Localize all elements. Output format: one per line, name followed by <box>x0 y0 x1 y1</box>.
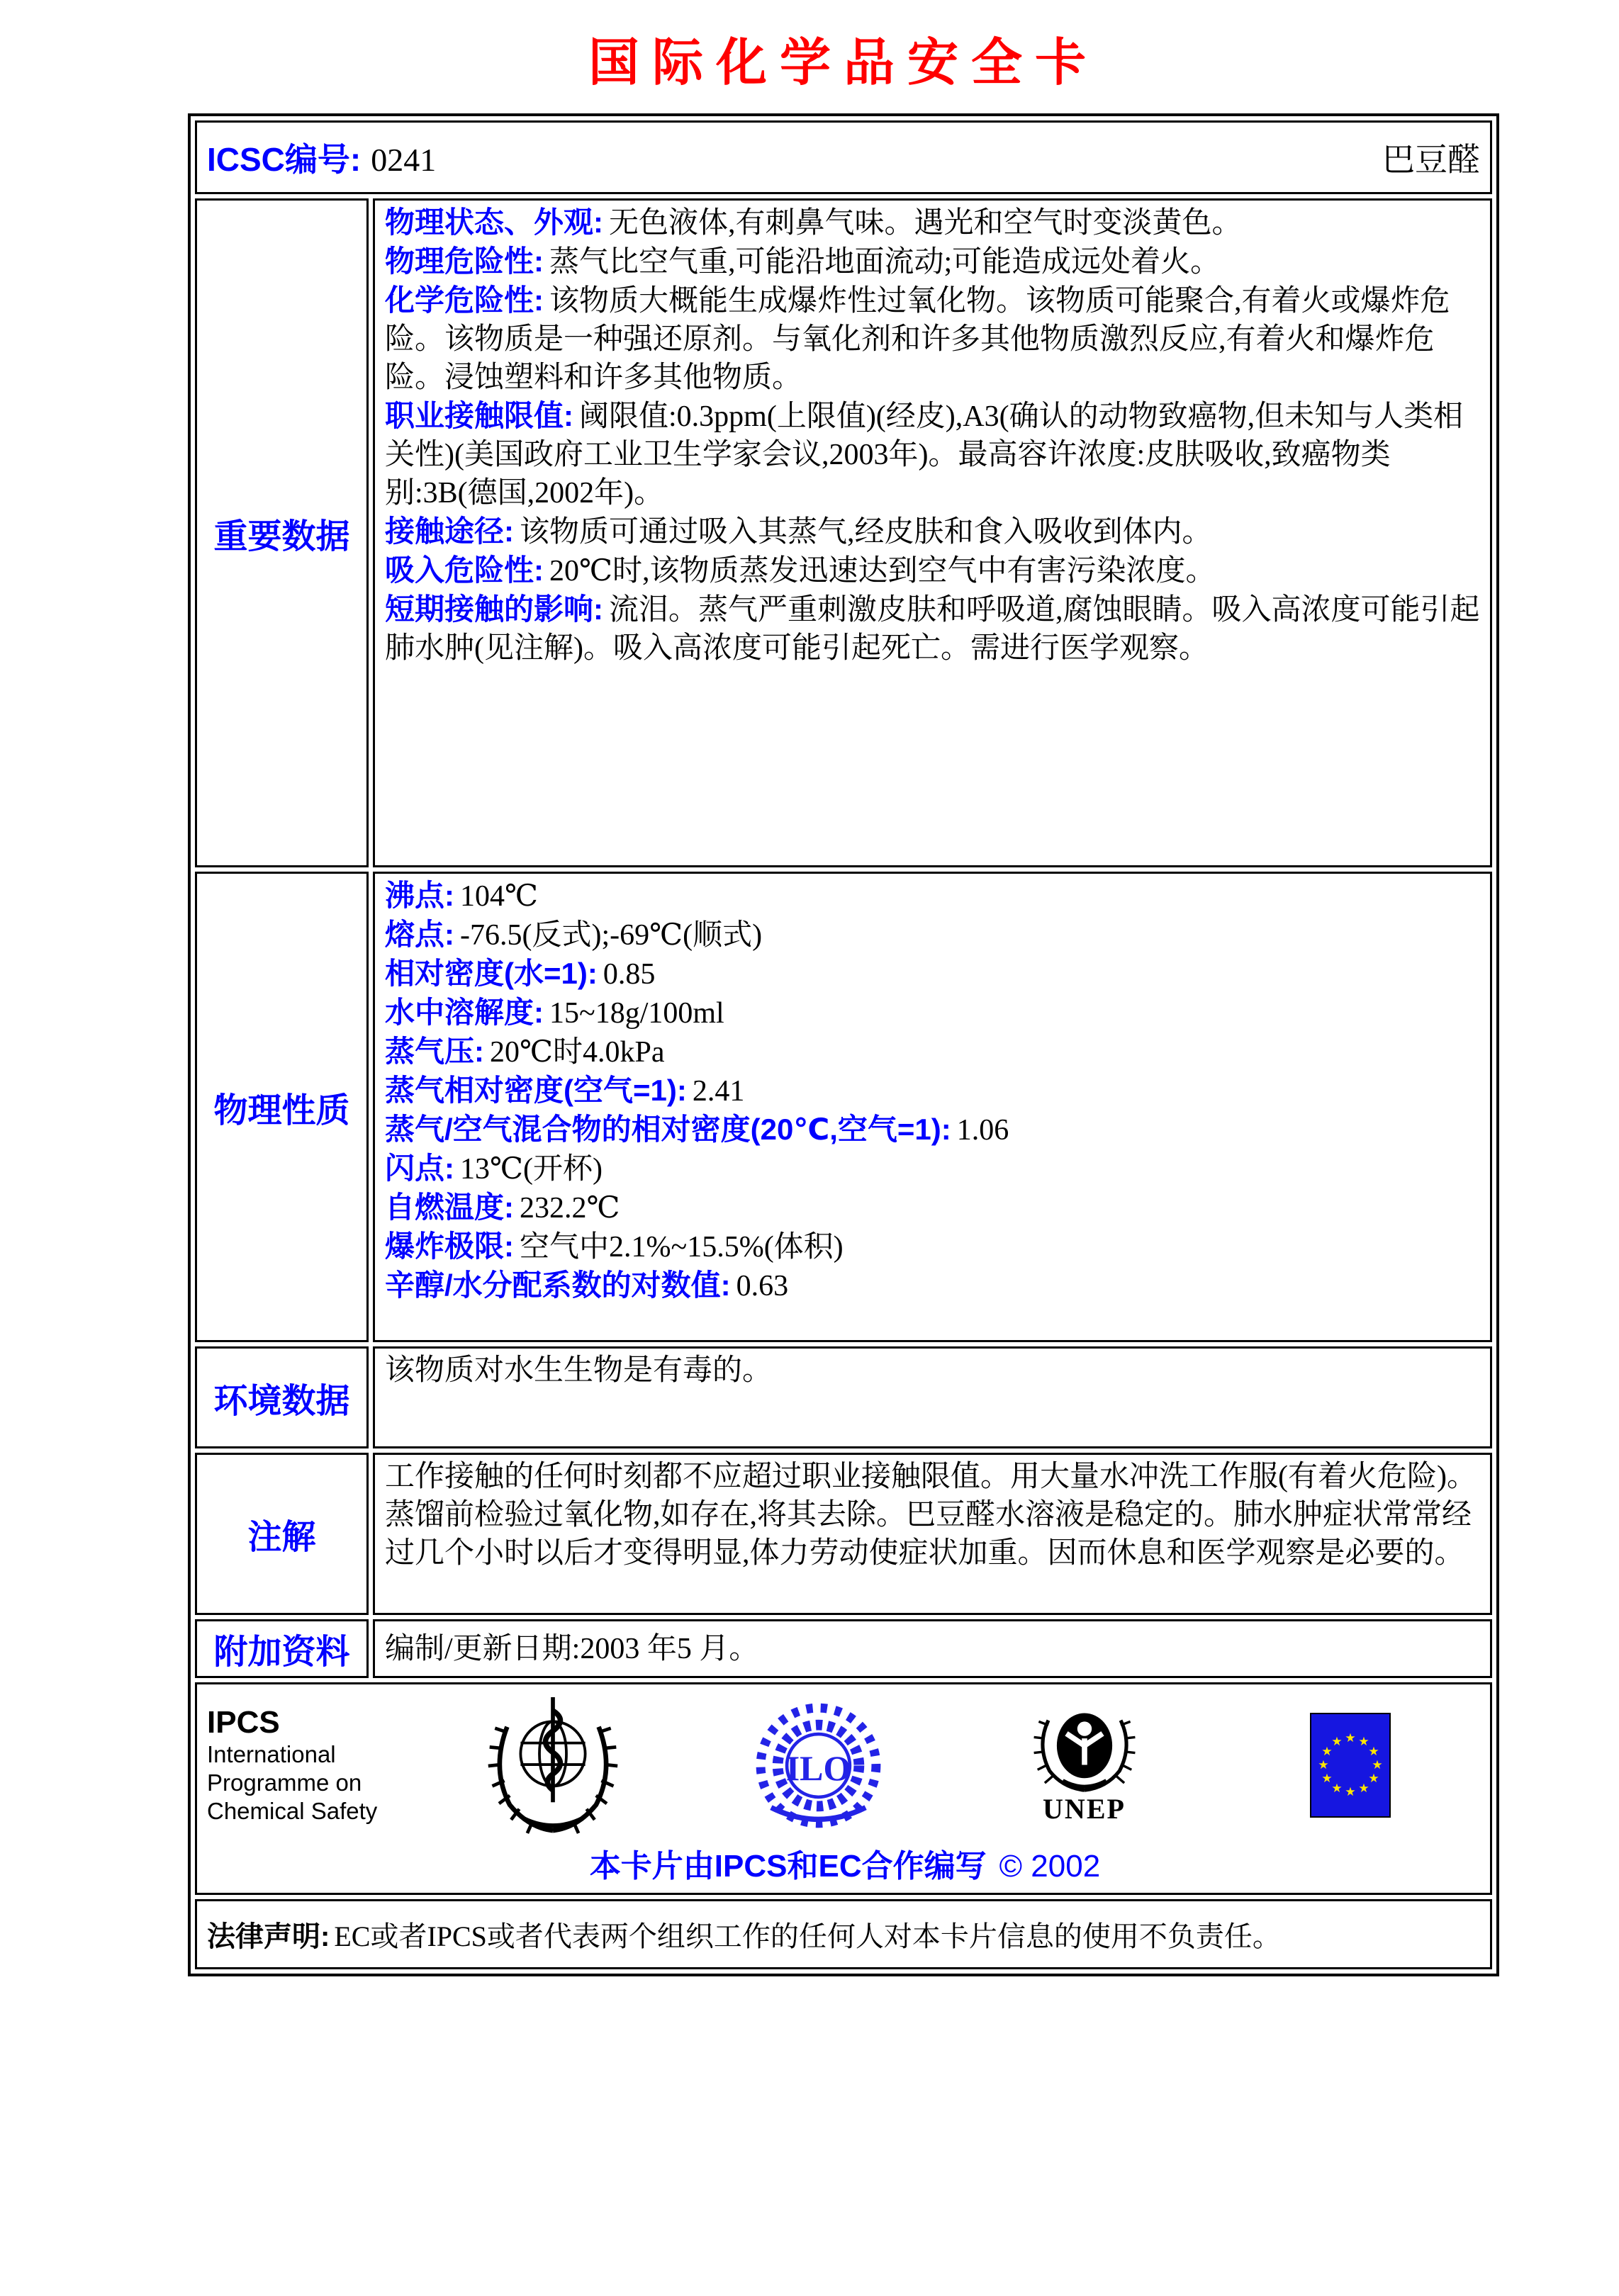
notes-label: 注解 <box>247 1519 316 1556</box>
environment-data-label: 环境数据 <box>213 1382 350 1420</box>
important-data-row <box>195 198 1492 867</box>
kv-value: 该物质大概能生成爆炸性过氧化物。该物质可能聚合,有着火或爆炸危险。该物质是一种强还原剂。与氧化剂和许多其他物质激烈反应,有着火和爆炸危险。浸蚀塑料和许多其他物质。 <box>385 285 1450 394</box>
kv-item <box>385 1227 1480 1266</box>
legal-cell <box>195 1899 1492 1969</box>
environment-text: 该物质对水生生物是有毒的。 <box>385 1354 773 1387</box>
kv-value: 0.63 <box>736 1270 789 1302</box>
section-label-cell <box>195 1619 369 1678</box>
kv-item <box>385 281 1480 397</box>
kv-key: 接触途径: <box>385 514 514 548</box>
eu-flag-icon <box>1310 1713 1391 1818</box>
kv-key: 蒸气压: <box>385 1035 484 1068</box>
kv-value: 13℃(开杯) <box>460 1153 603 1186</box>
kv-item <box>385 1149 1480 1188</box>
section-label-cell <box>195 1453 369 1615</box>
kv-value: 15~18g/100ml <box>549 997 724 1030</box>
eu-star: ★ <box>1321 1745 1333 1759</box>
kv-key: 自燃温度: <box>385 1191 514 1224</box>
kv-item <box>385 551 1480 590</box>
important-data-label: 重要数据 <box>213 517 350 556</box>
kv-key: 相对密度(水=1): <box>385 957 598 990</box>
kv-item <box>385 1032 1480 1071</box>
physical-properties-label: 物理性质 <box>213 1091 350 1130</box>
kv-item <box>385 242 1480 281</box>
ilo-logo-slot <box>685 1700 951 1831</box>
who-icon <box>486 1694 620 1836</box>
eu-flag-slot <box>1217 1713 1483 1818</box>
kv-key: 水中溶解度: <box>385 996 544 1029</box>
copyright-text: © 2002 <box>999 1849 1101 1884</box>
kv-value: 流泪。蒸气严重刺激皮肤和呼吸道,腐蚀眼睛。吸入高浓度可能引起肺水肿(见注解)。吸入高浓度可能引起死亡。需进行医学观察。 <box>385 594 1480 665</box>
icsc-document-page <box>0 21 1619 2296</box>
eu-star: ★ <box>1357 1782 1369 1796</box>
kv-key: 蒸气/空气混合物的相对密度(20℃,空气=1): <box>385 1113 951 1146</box>
ilo-monogram-text: ILO <box>785 1748 851 1788</box>
additional-info-row <box>195 1619 1492 1678</box>
kv-key: 闪点: <box>385 1152 454 1185</box>
kv-key: 吸入危险性: <box>385 553 544 587</box>
ipcs-title: IPCS <box>207 1705 280 1740</box>
section-label-cell <box>195 198 369 867</box>
legal-notice-text: EC或者IPCS或者代表两个组织工作的任何人对本卡片信息的使用不负责任。 <box>334 1920 1281 1952</box>
kv-value: 2.41 <box>692 1075 745 1108</box>
environment-data-row <box>195 1346 1492 1448</box>
eu-star: ★ <box>1344 1785 1356 1799</box>
icsc-number-label: ICSC编号: <box>207 141 362 178</box>
environment-data-content <box>373 1346 1492 1448</box>
kv-item <box>385 1110 1480 1149</box>
kv-key: 爆炸极限: <box>385 1229 514 1263</box>
section-label-cell <box>195 872 369 1342</box>
additional-info-text: 编制/更新日期:2003 年5 月。 <box>385 1632 759 1665</box>
kv-value: 无色液体,有刺鼻气味。遇光和空气时变淡黄色。 <box>609 207 1242 240</box>
ipcs-subtitle-line: International <box>207 1741 336 1767</box>
kv-value: 蒸气比空气重,可能沿地面流动;可能造成远处着火。 <box>549 246 1221 278</box>
ipcs-subtitle-line: Chemical Safety <box>207 1798 378 1824</box>
section-label-cell <box>195 1346 369 1448</box>
logos-cell <box>195 1682 1492 1895</box>
eu-star: ★ <box>1317 1758 1329 1772</box>
kv-key: 化学危险性: <box>385 283 544 317</box>
icsc-number-value: 0241 <box>371 142 437 178</box>
header-row <box>195 120 1492 194</box>
kv-item <box>385 1266 1480 1305</box>
kv-value: 232.2℃ <box>520 1192 620 1225</box>
notes-row <box>195 1453 1492 1615</box>
header-cell <box>195 120 1492 194</box>
kv-value: -76.5(反式);-69℃(顺式) <box>460 919 763 952</box>
kv-item <box>385 512 1480 551</box>
kv-item <box>385 955 1480 994</box>
kv-key: 物理危险性: <box>385 244 544 278</box>
unep-logo-text: UNEP <box>1043 1792 1126 1825</box>
eu-star: ★ <box>1371 1758 1383 1772</box>
kv-value: 20℃时4.0kPa <box>490 1036 665 1069</box>
kv-item <box>385 994 1480 1032</box>
icsc-number-group <box>207 134 436 181</box>
kv-item <box>385 1188 1480 1227</box>
ipcs-block <box>207 1705 420 1825</box>
eu-star: ★ <box>1367 1772 1379 1786</box>
eu-star: ★ <box>1331 1782 1343 1796</box>
kv-value: 0.85 <box>603 958 656 991</box>
eu-star: ★ <box>1367 1745 1379 1759</box>
ilo-icon <box>753 1700 884 1831</box>
who-logo-slot <box>420 1694 685 1836</box>
unep-icon <box>1024 1706 1145 1796</box>
legal-notice-label: 法律声明: <box>207 1921 330 1952</box>
kv-key: 熔点: <box>385 918 454 951</box>
kv-key: 辛醇/水分配系数的对数值: <box>385 1268 731 1302</box>
physical-properties-row <box>195 872 1492 1342</box>
unep-logo-slot <box>951 1706 1217 1825</box>
additional-info-label: 附加资料 <box>213 1633 350 1671</box>
eu-star: ★ <box>1331 1735 1343 1749</box>
page-title: 国际化学品安全卡 <box>588 35 1099 91</box>
logos-row <box>195 1682 1492 1895</box>
kv-key: 物理状态、外观: <box>385 206 603 239</box>
kv-item <box>385 397 1480 512</box>
kv-item <box>385 877 1480 916</box>
notes-content <box>373 1453 1492 1615</box>
physical-properties-content <box>373 872 1492 1342</box>
additional-info-content <box>373 1619 1492 1678</box>
kv-value: 1.06 <box>956 1114 1009 1147</box>
eu-star: ★ <box>1344 1731 1356 1745</box>
kv-key: 短期接触的影响: <box>385 592 603 626</box>
kv-item <box>385 916 1480 955</box>
chemical-name: 巴豆醛 <box>1382 142 1480 178</box>
kv-value: 该物质可通过吸入其蒸气,经皮肤和食入吸收到体内。 <box>520 516 1212 548</box>
eu-star: ★ <box>1357 1735 1369 1749</box>
cooperation-caption-text: 本卡片由IPCS和EC合作编写 <box>589 1849 987 1884</box>
notes-text: 工作接触的任何时刻都不应超过职业接触限值。用大量水冲洗工作服(有着火危险)。蒸馏前检验过氧化物,如存在,将其去除。巴豆醛水溶液是稳定的。肺水肿症状常常经过几个小时以后才变得明显,体力劳动使症状加重。因而休息和医学观察是必要的。 <box>385 1461 1477 1570</box>
kv-key: 蒸气相对密度(空气=1): <box>385 1074 687 1107</box>
ipcs-subtitle-line: Programme on <box>207 1769 362 1796</box>
kv-key: 沸点: <box>385 879 454 912</box>
kv-value: 20℃时,该物质蒸发迅速达到空气中有害污染浓度。 <box>549 555 1216 587</box>
kv-value: 104℃ <box>460 880 538 913</box>
kv-item <box>385 590 1480 668</box>
kv-item <box>385 1071 1480 1110</box>
kv-value: 阈限值:0.3ppm(上限值)(经皮),A3(确认的动物致癌物,但未知与人类相关性)(美国政府工业卫生学家会议,2003年)。最高容许浓度:皮肤吸收,致癌物类别:3B(德国,2002年)。 <box>385 400 1464 510</box>
kv-key: 职业接触限值: <box>385 399 573 432</box>
cooperation-caption <box>207 1840 1483 1886</box>
kv-value: 空气中2.1%~15.5%(体积) <box>520 1231 844 1264</box>
kv-item <box>385 203 1480 242</box>
legal-row <box>195 1899 1492 1969</box>
icsc-card-table <box>188 113 1499 1976</box>
important-data-content <box>373 198 1492 867</box>
eu-star: ★ <box>1321 1772 1333 1786</box>
